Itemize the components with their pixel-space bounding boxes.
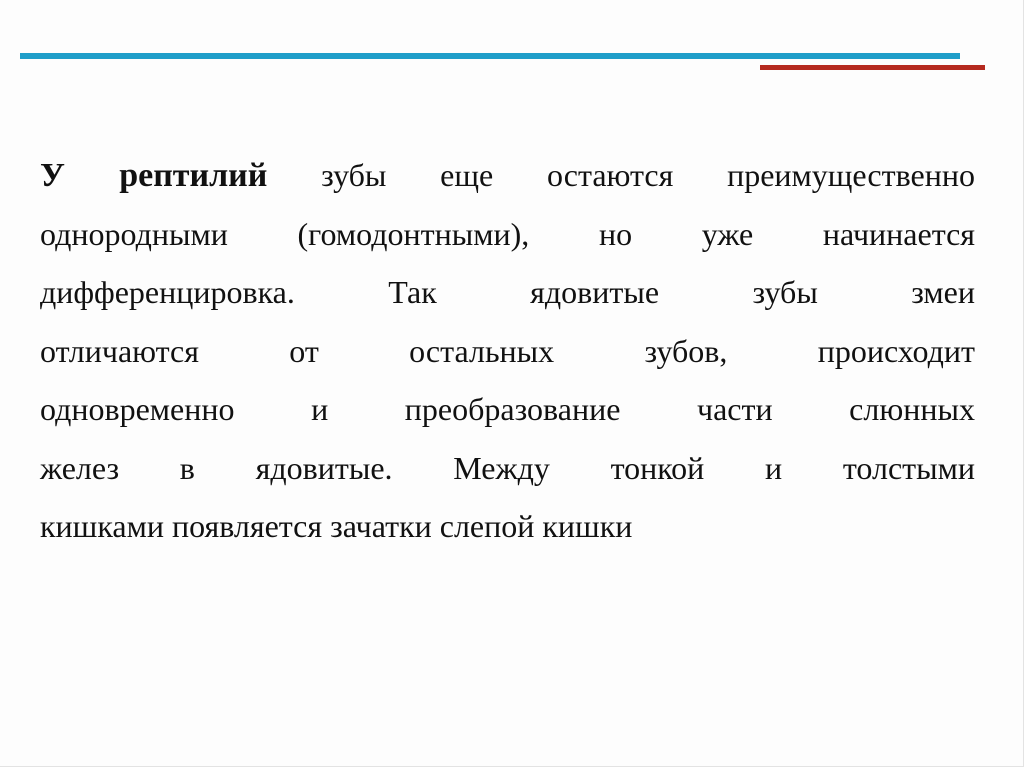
paragraph-line-6: желез в ядовитые. Между тонкой и толстыми — [40, 449, 975, 486]
bold-lead: У рептилий — [40, 157, 268, 194]
paragraph-line-5: одновременно и преобразование части слюнных — [40, 391, 975, 427]
paragraph-line-7: кишками появляется зачатки слепой кишки — [40, 508, 633, 544]
slide-paragraph — [40, 146, 975, 556]
paragraph-line-3: дифференцировка. Так ядовитые зубы змеи — [40, 274, 975, 310]
top-accent-bar-blue — [20, 53, 960, 59]
paragraph-line-1-text: зубы еще остаются преимущественно — [267, 157, 975, 193]
top-accent-bar-red — [760, 65, 985, 70]
paragraph-line-1 — [40, 146, 975, 205]
paragraph-line-4: отличаются от остальных зубов, происходит — [40, 332, 975, 369]
paragraph-line-2: однородными (гомодонтными), но уже начинается — [40, 215, 975, 252]
